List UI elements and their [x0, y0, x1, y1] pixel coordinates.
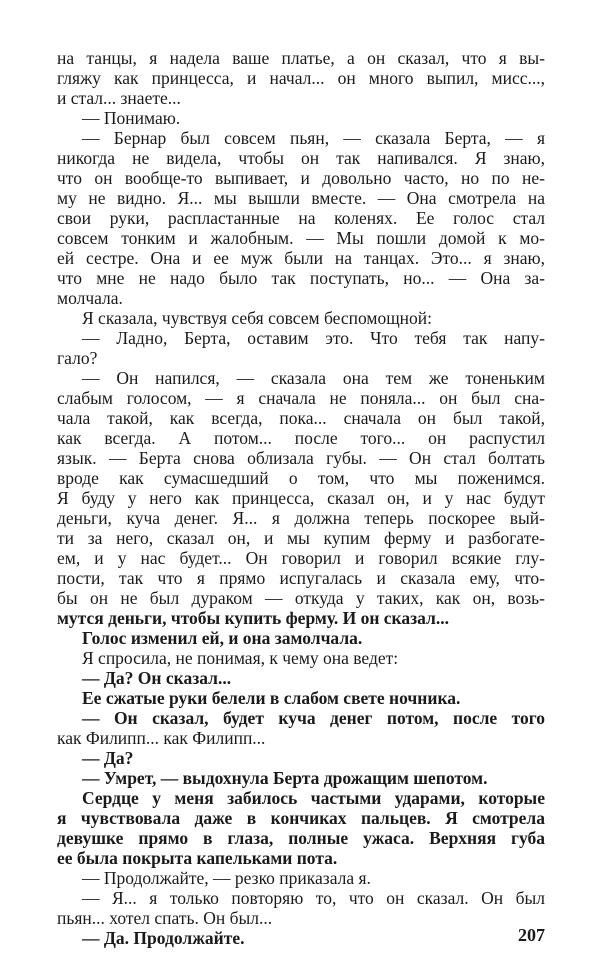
text-line: му не видно. Я... мы вышли вместе. — Она смотрела на — [57, 188, 545, 208]
text-line: что мне не надо было так поступать, но... — Она за- — [57, 268, 545, 288]
text-line: — Да. Продолжайте. — [82, 928, 245, 948]
text-line: гало? — [57, 348, 98, 368]
text-line: молчала. — [57, 288, 123, 308]
page-text — [57, 48, 545, 948]
text-line: гляжу как принцесса, и начал... он много выпил, мисс..., — [57, 68, 545, 88]
text-line: — Ладно, Берта, оставим это. Что тебя так напу- — [82, 328, 545, 348]
text-line: мутся деньги, чтобы купить ферму. И он сказал... — [57, 608, 449, 628]
text-line: ем, и у нас будет... Он говорил и говорил всякие глу- — [57, 548, 545, 568]
text-line: ти за него, сказал он, и мы купим ферму и разбогате- — [57, 528, 545, 548]
text-line: — Умрет, — выдохнула Берта дрожащим шепотом. — [82, 768, 488, 788]
text-line: — Я... я только повторяю то, что он сказал. Он был — [82, 888, 545, 908]
text-line: бы он не был дураком — откуда у таких, как он, возь- — [57, 588, 545, 608]
text-line: Ее сжатые руки белели в слабом свете ночника. — [82, 688, 461, 708]
text-line: и стал... знаете... — [57, 88, 181, 108]
text-line: свои руки, распластанные на коленях. Ее голос стал — [57, 208, 545, 228]
text-line: — Да? Он сказал... — [82, 668, 232, 688]
text-line: что он вообще-то выпивает, и довольно часто, но по не- — [57, 168, 545, 188]
text-line: язык. — Берта снова облизала губы. — Он стал болтать — [57, 448, 545, 468]
text-line: — Да? — [82, 748, 134, 768]
text-line: — Понимаю. — [82, 108, 181, 128]
text-line: я чувствовала даже в кончиках пальцев. Я смотрела — [57, 808, 545, 828]
text-line: — Продолжайте, — резко приказала я. — [82, 868, 371, 888]
text-line: пьян... хотел спать. Он был... — [57, 908, 273, 928]
text-line: совсем тонким и жалобным. — Мы пошли домой к мо- — [57, 228, 545, 248]
text-line: Голос изменил ей, и она замолчала. — [82, 628, 363, 648]
text-line: пости, так что я прямо испугалась и сказала ему, что- — [57, 568, 545, 588]
text-line: Я спросила, не понимая, к чему она ведет: — [82, 648, 399, 668]
text-line: ей сестре. Она и ее муж были на танцах. Это... я знаю, — [57, 248, 545, 268]
page-number: 207 — [518, 925, 545, 945]
text-line: — Бернар был совсем пьян, — сказала Берта, — я — [82, 128, 545, 148]
text-line: девушке прямо в глаза, полные ужаса. Верхняя губа — [57, 828, 545, 848]
text-line: никогда не видела, чтобы он так напивался. Я знаю, — [57, 148, 545, 168]
text-line: — Он напился, — сказала она тем же тоненьким — [82, 368, 545, 388]
text-line: на танцы, я надела ваше платье, а он сказал, что я вы- — [57, 48, 545, 68]
text-line: вроде как сумасшедший о том, что мы поженимся. — [57, 468, 545, 488]
text-line: ее была покрыта капельками пота. — [57, 848, 338, 868]
text-line: слабым голосом, — я сначала не поняла... он был сна- — [57, 388, 545, 408]
text-line: деньги, куча денег. Я... я должна теперь поскорее вый- — [57, 508, 545, 528]
text-line: чала такой, как всегда, пока... сначала он был такой, — [57, 408, 545, 428]
text-line: как всегда. А потом... после того... он распустил — [57, 428, 545, 448]
text-line: Сердце у меня забилось частыми ударами, которые — [82, 788, 545, 808]
text-line: Я буду у него как принцесса, сказал он, и у нас будут — [57, 488, 545, 508]
text-line: Я сказала, чувствуя себя совсем беспомощной: — [82, 308, 433, 328]
text-line: — Он сказал, будет куча денег потом, после того — [82, 708, 545, 728]
text-line: как Филипп... как Филипп... — [57, 728, 266, 748]
